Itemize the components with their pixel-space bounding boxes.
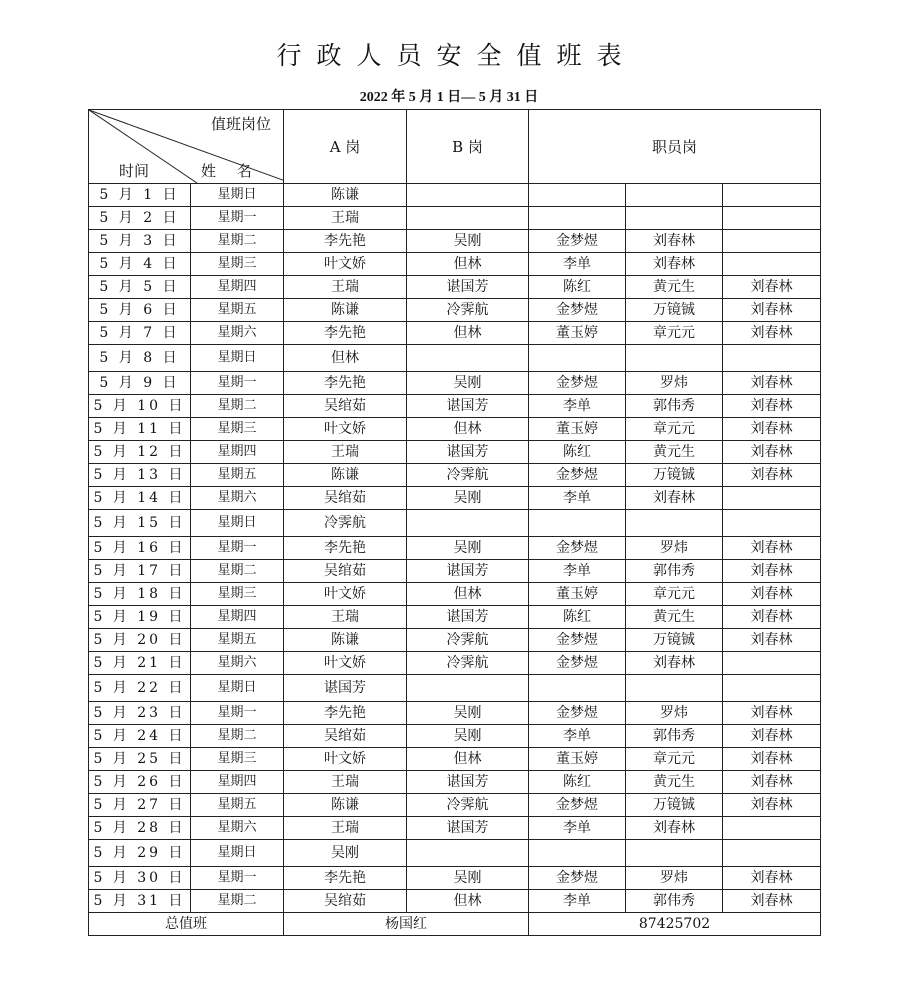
weekday-cell: 星期二 [191,395,284,418]
post-b-cell: 吴刚 [407,230,529,253]
staff-cell-1: 李单 [529,725,626,748]
staff-cell-3: 刘春林 [723,395,821,418]
staff-cell-3: 刘春林 [723,748,821,771]
post-b-cell: 冷霁航 [407,464,529,487]
staff-cell-2: 郭伟秀 [626,395,723,418]
weekday-cell: 星期一 [191,372,284,395]
table-row [89,817,821,840]
date-cell: 5 月 22 日 [89,675,191,702]
date-cell: 5 月 23 日 [89,702,191,725]
staff-cell-1: 金梦煜 [529,299,626,322]
post-b-cell: 谌国芳 [407,441,529,464]
table-row [89,771,821,794]
staff-cell-2: 万镜铖 [626,299,723,322]
staff-cell-1: 董玉婷 [529,322,626,345]
staff-cell-1: 金梦煜 [529,652,626,675]
staff-cell-3 [723,817,821,840]
post-a-cell: 李先艳 [284,537,407,560]
date-cell: 5 月 10 日 [89,395,191,418]
table-row [89,395,821,418]
staff-cell-3: 刘春林 [723,464,821,487]
date-cell: 5 月 5 日 [89,276,191,299]
post-b-cell: 谌国芳 [407,606,529,629]
staff-cell-1 [529,184,626,207]
footer-phone: 87425702 [529,913,821,936]
staff-cell-3 [723,510,821,537]
table-row [89,675,821,702]
date-cell: 5 月 4 日 [89,253,191,276]
post-a-cell: 李先艳 [284,372,407,395]
table-row [89,748,821,771]
staff-cell-2: 万镜铖 [626,464,723,487]
staff-cell-2 [626,840,723,867]
staff-cell-3 [723,652,821,675]
staff-cell-3 [723,345,821,372]
staff-cell-3: 刘春林 [723,867,821,890]
table-row [89,890,821,913]
table-row [89,606,821,629]
weekday-cell: 星期一 [191,207,284,230]
date-cell: 5 月 27 日 [89,794,191,817]
staff-cell-3 [723,675,821,702]
post-a-cell: 叶文娇 [284,652,407,675]
staff-cell-1: 董玉婷 [529,748,626,771]
staff-cell-2 [626,675,723,702]
post-b-cell: 吴刚 [407,702,529,725]
date-cell: 5 月 2 日 [89,207,191,230]
post-b-cell: 但林 [407,890,529,913]
table-row [89,725,821,748]
date-cell: 5 月 9 日 [89,372,191,395]
weekday-cell: 星期日 [191,345,284,372]
staff-cell-3: 刘春林 [723,418,821,441]
date-cell: 5 月 19 日 [89,606,191,629]
staff-cell-3 [723,184,821,207]
staff-cell-1: 金梦煜 [529,629,626,652]
post-a-cell: 吴绾茹 [284,487,407,510]
post-b-cell: 但林 [407,748,529,771]
staff-cell-2: 黄元生 [626,606,723,629]
diag-label-post: 值班岗位 [210,115,271,133]
post-a-cell: 王瑞 [284,207,407,230]
table-row [89,867,821,890]
post-a-cell: 李先艳 [284,867,407,890]
staff-cell-1: 李单 [529,817,626,840]
staff-cell-3: 刘春林 [723,537,821,560]
post-b-cell: 谌国芳 [407,771,529,794]
post-a-cell: 王瑞 [284,276,407,299]
staff-cell-3 [723,230,821,253]
post-a-cell: 王瑞 [284,441,407,464]
staff-cell-1: 李单 [529,253,626,276]
weekday-cell: 星期五 [191,299,284,322]
post-a-cell: 吴绾茹 [284,890,407,913]
weekday-cell: 星期一 [191,867,284,890]
weekday-cell: 星期一 [191,702,284,725]
staff-cell-2 [626,184,723,207]
post-b-cell: 谌国芳 [407,817,529,840]
date-range: 2022 年 5 月 1 日— 5 月 31 日 [359,90,539,105]
staff-cell-1: 董玉婷 [529,583,626,606]
staff-cell-2: 章元元 [626,748,723,771]
post-b-cell: 谌国芳 [407,395,529,418]
staff-cell-1: 金梦煜 [529,867,626,890]
col-header-a: A 岗 [284,110,407,184]
staff-cell-3: 刘春林 [723,702,821,725]
staff-cell-2: 万镜铖 [626,794,723,817]
weekday-cell: 星期四 [191,441,284,464]
staff-cell-2: 郭伟秀 [626,725,723,748]
staff-cell-2: 黄元生 [626,441,723,464]
table-row [89,794,821,817]
staff-cell-2: 罗炜 [626,702,723,725]
staff-cell-2: 章元元 [626,418,723,441]
post-a-cell: 叶文娇 [284,583,407,606]
post-b-cell: 吴刚 [407,537,529,560]
staff-cell-1: 李单 [529,560,626,583]
table-row [89,702,821,725]
post-a-cell: 李先艳 [284,702,407,725]
post-b-cell [407,345,529,372]
table-row [89,441,821,464]
staff-cell-1: 董玉婷 [529,418,626,441]
weekday-cell: 星期六 [191,487,284,510]
staff-cell-1 [529,345,626,372]
staff-cell-2 [626,510,723,537]
date-cell: 5 月 8 日 [89,345,191,372]
post-b-cell: 吴刚 [407,487,529,510]
diagonal-header-cell [89,110,284,184]
table-row [89,537,821,560]
weekday-cell: 星期四 [191,606,284,629]
weekday-cell: 星期二 [191,230,284,253]
post-b-cell [407,675,529,702]
table-row [89,418,821,441]
post-b-cell: 但林 [407,322,529,345]
weekday-cell: 星期五 [191,794,284,817]
staff-cell-2: 章元元 [626,322,723,345]
staff-cell-1: 金梦煜 [529,464,626,487]
post-b-cell [407,840,529,867]
header-row [89,110,821,184]
table-row [89,253,821,276]
weekday-cell: 星期二 [191,560,284,583]
table-row [89,840,821,867]
staff-cell-1: 金梦煜 [529,372,626,395]
weekday-cell: 星期日 [191,840,284,867]
post-a-cell: 陈谦 [284,184,407,207]
table-row [89,629,821,652]
date-cell: 5 月 17 日 [89,560,191,583]
table-row [89,207,821,230]
weekday-cell: 星期六 [191,322,284,345]
post-b-cell [407,207,529,230]
staff-cell-3: 刘春林 [723,583,821,606]
staff-cell-3 [723,487,821,510]
date-cell: 5 月 13 日 [89,464,191,487]
date-cell: 5 月 14 日 [89,487,191,510]
post-a-cell: 冷霁航 [284,510,407,537]
footer-name: 杨国红 [284,913,529,936]
staff-cell-3: 刘春林 [723,725,821,748]
staff-cell-3: 刘春林 [723,372,821,395]
staff-cell-3 [723,253,821,276]
post-b-cell: 谌国芳 [407,560,529,583]
staff-cell-1 [529,840,626,867]
staff-cell-3 [723,207,821,230]
date-cell: 5 月 29 日 [89,840,191,867]
post-b-cell: 吴刚 [407,725,529,748]
date-cell: 5 月 18 日 [89,583,191,606]
footer-row [89,913,821,936]
weekday-cell: 星期日 [191,675,284,702]
post-b-cell: 但林 [407,583,529,606]
weekday-cell: 星期二 [191,890,284,913]
post-a-cell: 陈谦 [284,629,407,652]
duty-table [88,109,821,936]
staff-cell-2: 刘春林 [626,230,723,253]
staff-cell-1: 李单 [529,395,626,418]
footer-label: 总值班 [89,913,284,936]
staff-cell-1: 金梦煜 [529,537,626,560]
weekday-cell: 星期日 [191,510,284,537]
post-b-cell: 吴刚 [407,372,529,395]
post-b-cell: 冷霁航 [407,629,529,652]
staff-cell-1: 金梦煜 [529,230,626,253]
staff-cell-1: 陈红 [529,276,626,299]
weekday-cell: 星期日 [191,184,284,207]
date-cell: 5 月 12 日 [89,441,191,464]
post-a-cell: 谌国芳 [284,675,407,702]
col-header-b: B 岗 [407,110,529,184]
post-a-cell: 吴绾茹 [284,560,407,583]
post-b-cell: 冷霁航 [407,794,529,817]
staff-cell-1: 李单 [529,487,626,510]
post-b-cell [407,510,529,537]
date-cell: 5 月 26 日 [89,771,191,794]
weekday-cell: 星期三 [191,748,284,771]
date-cell: 5 月 31 日 [89,890,191,913]
weekday-cell: 星期五 [191,629,284,652]
staff-cell-2: 刘春林 [626,487,723,510]
table-row [89,464,821,487]
date-cell: 5 月 21 日 [89,652,191,675]
weekday-cell: 星期六 [191,817,284,840]
date-cell: 5 月 6 日 [89,299,191,322]
post-a-cell: 王瑞 [284,771,407,794]
staff-cell-2: 刘春林 [626,652,723,675]
table-row [89,345,821,372]
staff-cell-2: 万镜铖 [626,629,723,652]
table-row [89,276,821,299]
staff-cell-2: 郭伟秀 [626,890,723,913]
table-row [89,583,821,606]
page-title: 行政人员安全值班表 [276,41,637,70]
table-row [89,510,821,537]
staff-cell-3: 刘春林 [723,276,821,299]
post-a-cell: 叶文娇 [284,748,407,771]
weekday-cell: 星期三 [191,583,284,606]
post-b-cell: 冷霁航 [407,652,529,675]
table-row [89,652,821,675]
table-row [89,322,821,345]
post-a-cell: 吴刚 [284,840,407,867]
post-a-cell: 但林 [284,345,407,372]
staff-cell-3 [723,840,821,867]
diag-label-time: 时间 [119,162,150,180]
post-a-cell: 陈谦 [284,299,407,322]
staff-cell-2: 罗炜 [626,867,723,890]
post-a-cell: 李先艳 [284,230,407,253]
staff-cell-1: 金梦煜 [529,794,626,817]
table-row [89,487,821,510]
staff-cell-1: 陈红 [529,441,626,464]
post-a-cell: 叶文娇 [284,253,407,276]
staff-cell-2: 刘春林 [626,253,723,276]
post-a-cell: 陈谦 [284,464,407,487]
table-row [89,560,821,583]
weekday-cell: 星期二 [191,725,284,748]
post-b-cell: 但林 [407,253,529,276]
post-b-cell: 冷霁航 [407,299,529,322]
staff-cell-1: 金梦煜 [529,702,626,725]
staff-cell-2: 章元元 [626,583,723,606]
staff-cell-2: 郭伟秀 [626,560,723,583]
post-a-cell: 李先艳 [284,322,407,345]
weekday-cell: 星期四 [191,276,284,299]
post-a-cell: 王瑞 [284,606,407,629]
staff-cell-2: 罗炜 [626,372,723,395]
date-cell: 5 月 24 日 [89,725,191,748]
staff-cell-1 [529,675,626,702]
weekday-cell: 星期五 [191,464,284,487]
weekday-cell: 星期三 [191,253,284,276]
staff-cell-1: 陈红 [529,771,626,794]
date-cell: 5 月 7 日 [89,322,191,345]
staff-cell-3: 刘春林 [723,441,821,464]
staff-cell-2: 黄元生 [626,771,723,794]
date-cell: 5 月 30 日 [89,867,191,890]
table-row [89,230,821,253]
staff-cell-1 [529,207,626,230]
date-cell: 5 月 1 日 [89,184,191,207]
table-row [89,372,821,395]
weekday-cell: 星期四 [191,771,284,794]
staff-cell-1: 陈红 [529,606,626,629]
table-row [89,299,821,322]
staff-cell-3: 刘春林 [723,794,821,817]
post-a-cell: 吴绾茹 [284,395,407,418]
staff-cell-2 [626,207,723,230]
staff-cell-3: 刘春林 [723,629,821,652]
staff-cell-3: 刘春林 [723,560,821,583]
date-cell: 5 月 3 日 [89,230,191,253]
table-body [89,184,821,913]
date-cell: 5 月 11 日 [89,418,191,441]
post-a-cell: 叶文娇 [284,418,407,441]
date-cell: 5 月 25 日 [89,748,191,771]
diag-label-name: 姓 名 [201,162,260,180]
weekday-cell: 星期一 [191,537,284,560]
staff-cell-2: 黄元生 [626,276,723,299]
post-a-cell: 王瑞 [284,817,407,840]
date-cell: 5 月 20 日 [89,629,191,652]
post-b-cell [407,184,529,207]
date-cell: 5 月 16 日 [89,537,191,560]
post-b-cell: 吴刚 [407,867,529,890]
staff-cell-3: 刘春林 [723,322,821,345]
post-a-cell: 吴绾茹 [284,725,407,748]
col-header-staff: 职员岗 [529,110,821,184]
post-b-cell: 谌国芳 [407,276,529,299]
staff-cell-3: 刘春林 [723,299,821,322]
staff-cell-2: 罗炜 [626,537,723,560]
staff-cell-2: 刘春林 [626,817,723,840]
table-row [89,184,821,207]
weekday-cell: 星期六 [191,652,284,675]
staff-cell-1 [529,510,626,537]
weekday-cell: 星期三 [191,418,284,441]
staff-cell-3: 刘春林 [723,606,821,629]
staff-cell-1: 李单 [529,890,626,913]
post-a-cell: 陈谦 [284,794,407,817]
staff-cell-3: 刘春林 [723,890,821,913]
staff-cell-3: 刘春林 [723,771,821,794]
date-cell: 5 月 28 日 [89,817,191,840]
date-cell: 5 月 15 日 [89,510,191,537]
staff-cell-2 [626,345,723,372]
post-b-cell: 但林 [407,418,529,441]
